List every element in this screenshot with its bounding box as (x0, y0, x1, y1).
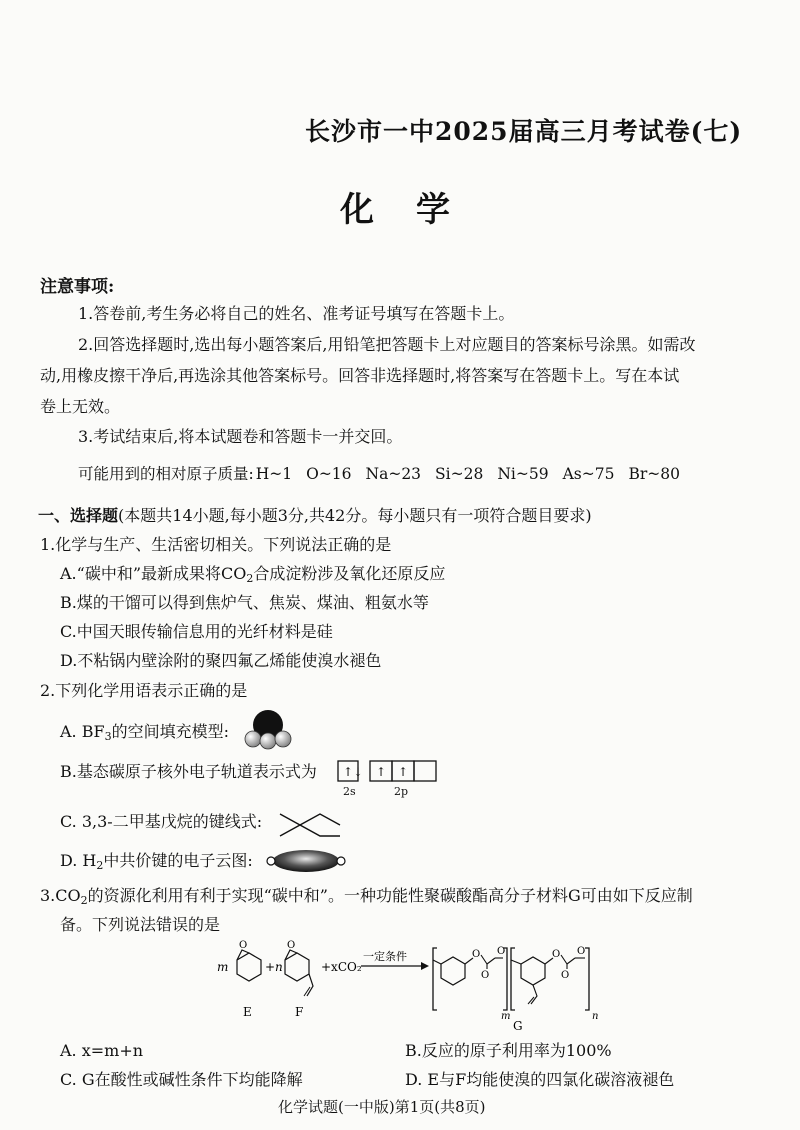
q1-option-c: C.中国天眼传输信息用的光纤材料是硅 (60, 622, 333, 641)
q3-stem-line-2: 备。下列说法错误的是 (60, 915, 221, 934)
atom-o-f: O (287, 940, 296, 951)
svg-text:↑↓: ↑↓ (343, 765, 364, 779)
q2-option-b: B.基态碳原子核外电子轨道表示式为 (60, 762, 317, 781)
q1-stem: 1.化学与生产、生活密切相关。下列说法正确的是 (40, 535, 392, 554)
label-e: E (243, 1005, 252, 1019)
subscript-n: n (592, 1011, 599, 1022)
notice-item-2-line-3: 卷上无效。 (40, 397, 121, 416)
q2-option-d (60, 850, 253, 877)
q2-option-a (60, 721, 229, 748)
atomic-mass-h: H~1 (255, 465, 293, 483)
q2-a-post: 的空间填充模型: (111, 722, 229, 741)
reaction-condition: 一定条件 (363, 950, 407, 963)
q3-stem-sub: 2 (80, 894, 88, 907)
q2-stem: 2.下列化学用语表示正确的是 (40, 681, 248, 700)
svg-text:O: O (561, 970, 570, 981)
atomic-mass-as: As~75 (562, 465, 615, 483)
q2-d-pre: D. H (60, 851, 97, 870)
ring-e (237, 953, 261, 981)
q1-option-a (60, 563, 445, 590)
section-1-title: 一、选择题 (38, 506, 119, 525)
section-1-note: (本题共14小题,每小题3分,共42分。每小题只有一项符合题目要求) (118, 506, 592, 525)
subject-title: 化学 (340, 190, 492, 230)
atomic-mass-o: O~16 (306, 465, 352, 483)
h2-electron-cloud (265, 848, 347, 874)
svg-text:O: O (481, 970, 490, 981)
q1-a-post: 合成淀粉涉及氧化还原反应 (253, 564, 446, 583)
exam-title: 长沙市一中2025届高三月考试卷(七) (305, 117, 743, 146)
svg-text:O: O (472, 949, 481, 960)
svg-text:↑: ↑ (376, 765, 387, 779)
q1-option-b: B.煤的干馏可以得到焦炉气、焦炭、煤油、粗氨水等 (60, 593, 429, 612)
svg-text:↑: ↑ (398, 765, 409, 779)
orbital-diagram (335, 759, 440, 787)
notice-item-2-line-2: 动,用橡皮擦干净后,再选涂其他答案标号。回答非选择题时,将答案写在答题卡上。写在本试 (40, 366, 680, 385)
label-f: F (295, 1005, 304, 1019)
q3-option-c: C. G在酸性或碱性条件下均能降解 (60, 1070, 303, 1089)
coef-m: m (217, 960, 229, 974)
q2-d-sub: 2 (96, 859, 104, 872)
q3-option-a: A. x=m+n (60, 1041, 144, 1060)
page-footer: 化学试题(一中版)第1页(共8页) (278, 1098, 486, 1116)
notice-item-3: 3.考试结束后,将本试题卷和答题卡一并交回。 (78, 427, 403, 446)
notice-item-2-line-1: 2.回答选择题时,选出每小题答案后,用铅笔把答题卡上对应题目的答案标号涂黑。如需改 (78, 335, 696, 354)
co2-term: +xCO₂ (321, 960, 362, 974)
notice-heading: 注意事项: (40, 277, 115, 297)
q2-a-pre: A. BF (60, 722, 105, 741)
atomic-mass-br: Br~80 (628, 465, 680, 483)
atom-o-e: O (239, 940, 248, 951)
label-g: G (513, 1019, 523, 1033)
atomic-masses-label: 可能用到的相对原子质量: (78, 465, 254, 483)
bf3-space-filling-model (240, 708, 296, 750)
q3-reaction-scheme (215, 938, 605, 1034)
atomic-mass-na: Na~23 (365, 465, 422, 483)
q3-stem-pre: 3.CO (40, 886, 81, 905)
q1-a-sub: 2 (246, 572, 254, 585)
coef-n: +n (265, 960, 283, 974)
q2-option-c: C. 3,3-二甲基戊烷的键线式: (60, 812, 263, 831)
svg-text:O: O (497, 946, 506, 957)
q3-option-b: B.反应的原子利用率为100% (405, 1041, 612, 1060)
ring-f (285, 953, 309, 981)
orbital-2p-label: 2p (394, 785, 409, 798)
q1-option-d: D.不粘锅内壁涂附的聚四氟乙烯能使溴水褪色 (60, 651, 382, 670)
subscript-m: m (501, 1011, 511, 1022)
atomic-mass-si: Si~28 (435, 465, 484, 483)
section-1-header (38, 503, 592, 526)
q2-a-sub: 3 (104, 730, 112, 743)
q1-a-pre: A.“碳中和”最新成果将CO (60, 564, 247, 583)
notice-item-1: 1.答卷前,考生务必将自己的姓名、准考证号填写在答题卡上。 (78, 304, 515, 323)
atomic-masses (78, 462, 694, 484)
q2-d-post: 中共价键的电子云图: (103, 851, 253, 870)
atomic-mass-ni: Ni~59 (497, 465, 549, 483)
q3-option-d: D. E与F均能使溴的四氯化碳溶液褪色 (405, 1070, 675, 1089)
q3-stem-line-1 (40, 885, 693, 912)
svg-text:O: O (552, 949, 561, 960)
orbital-2s-label: 2s (343, 785, 356, 798)
q3-stem-post: 的资源化利用有利于实现“碳中和”。一种功能性聚碳酸酯高分子材料G可由如下反应制 (87, 886, 693, 905)
skeletal-formula-33-dimethylpentane (278, 806, 344, 840)
svg-text:O: O (577, 946, 586, 957)
